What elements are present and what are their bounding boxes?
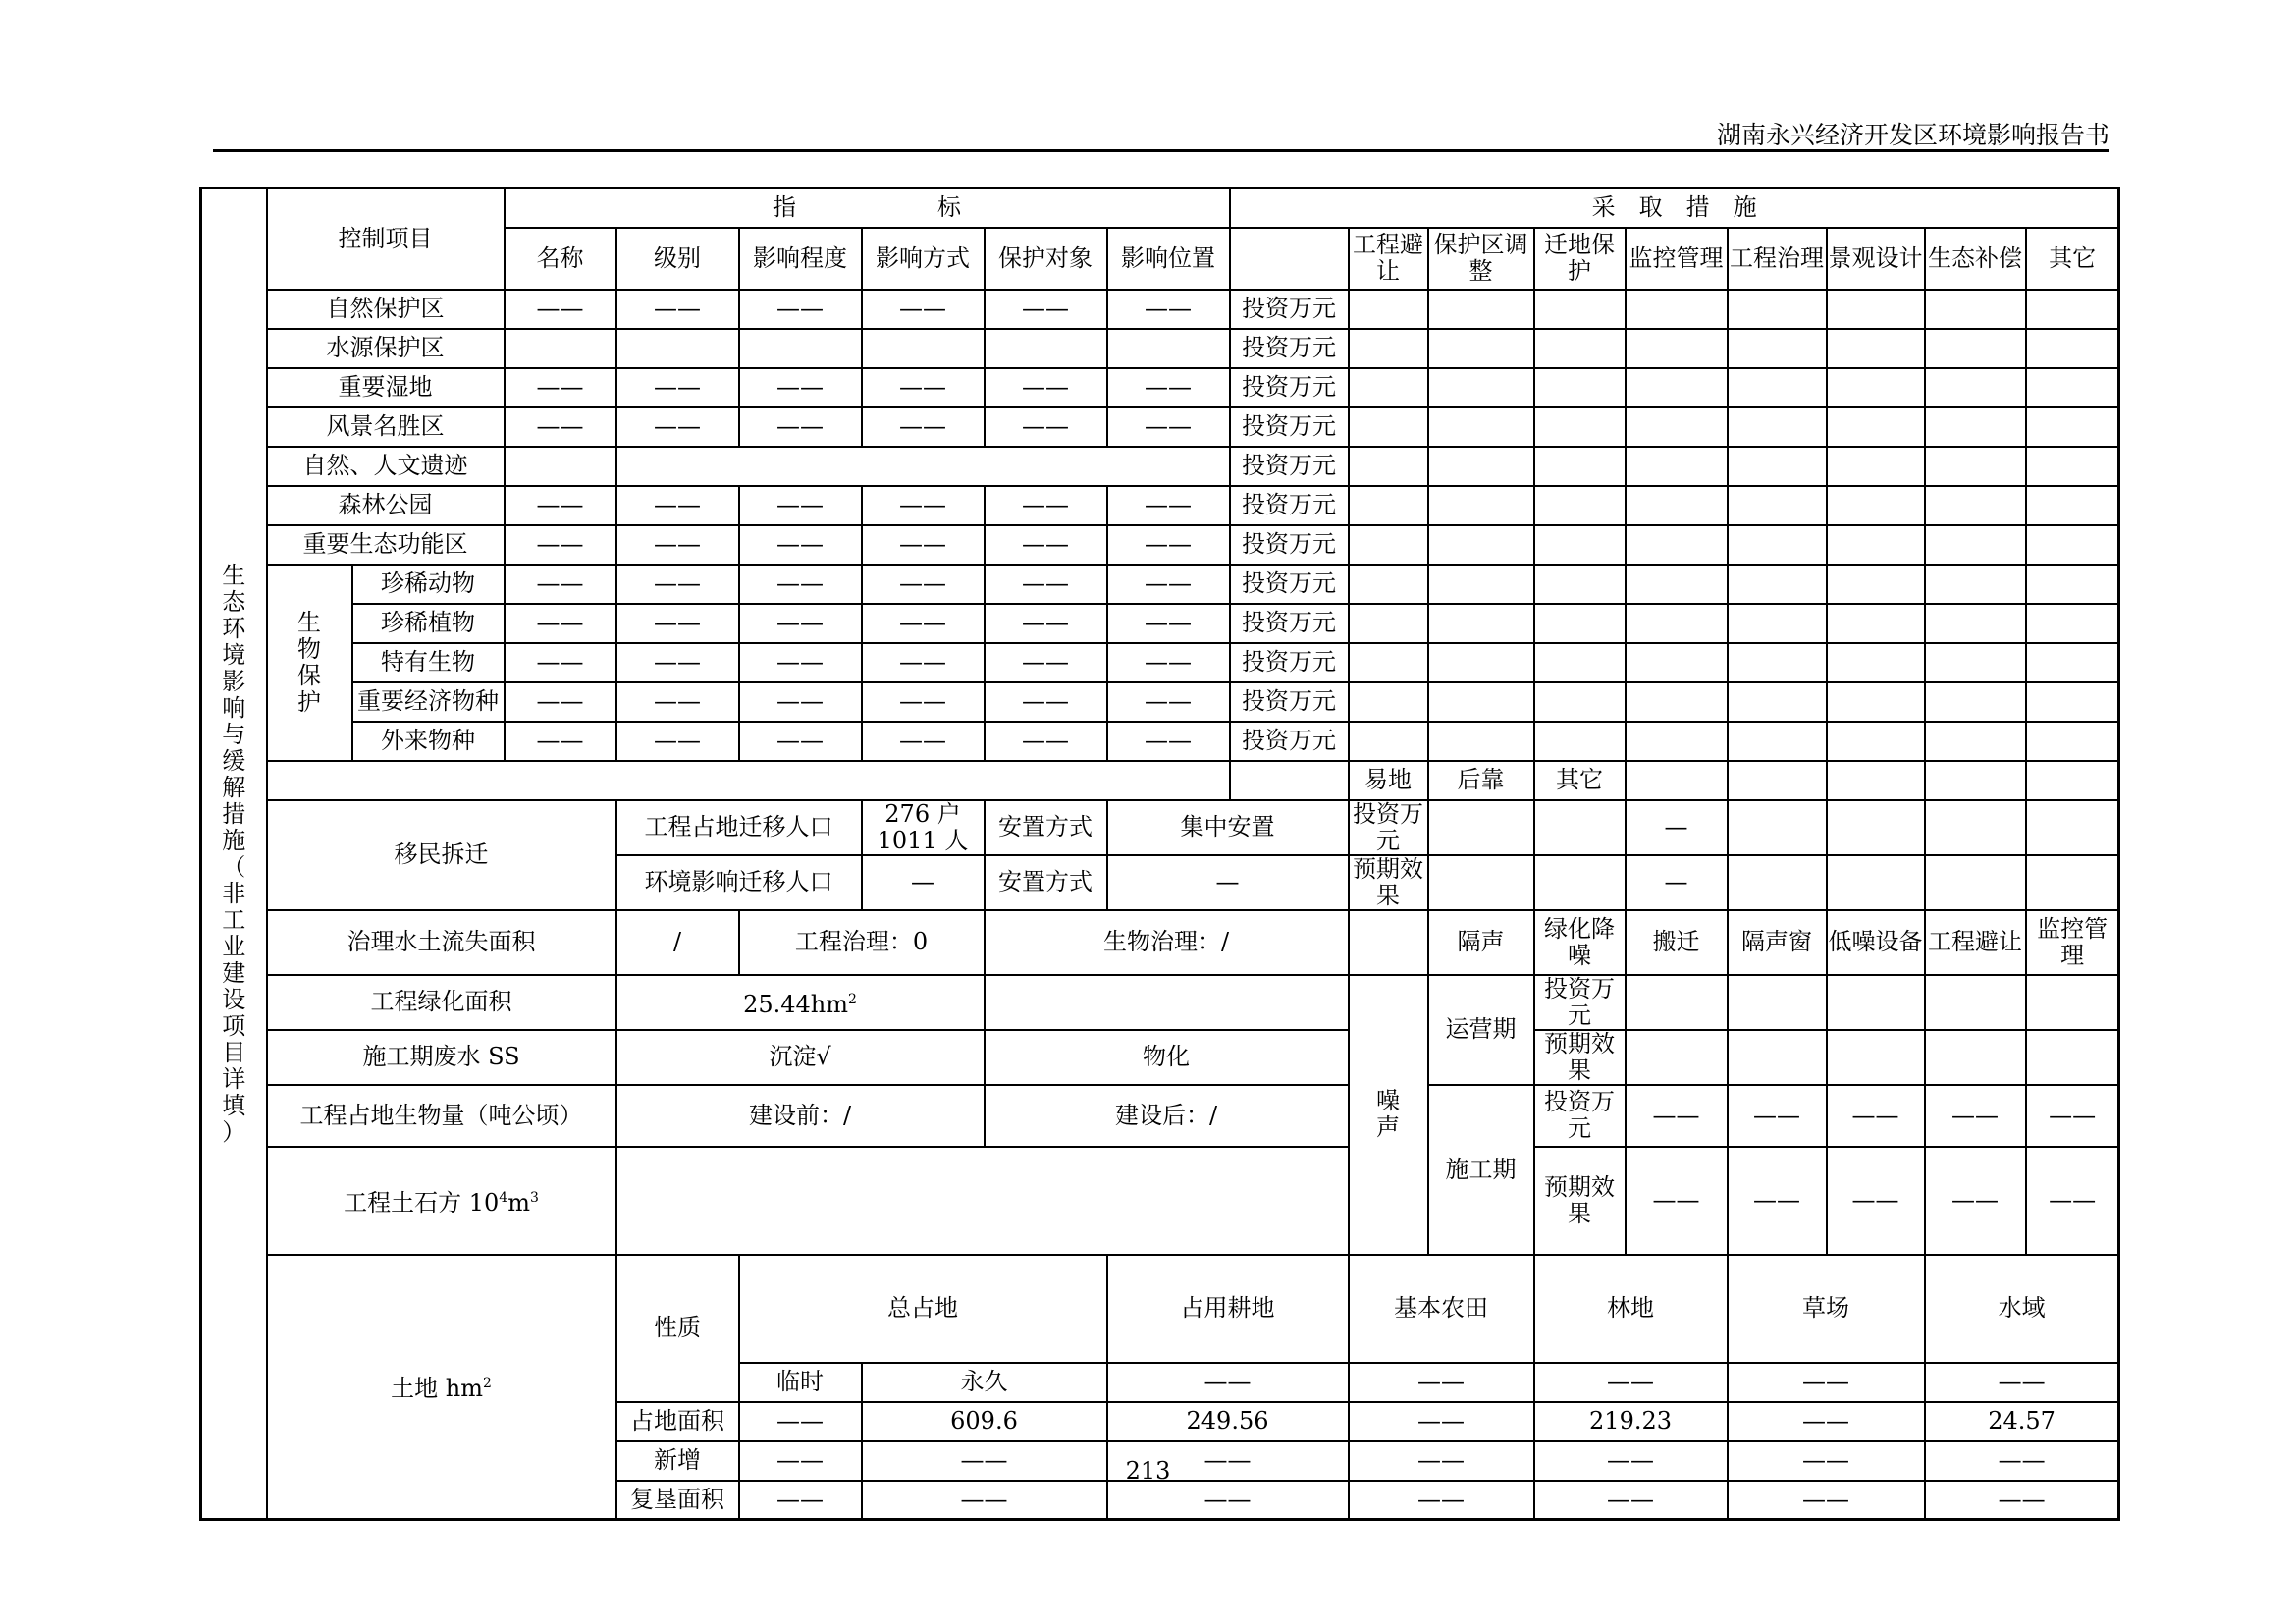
side-label-char: 影 [222,667,246,695]
side-label-char: 施 [222,826,246,854]
bio-row-label: 重要经济物种 [352,682,505,722]
table-row [201,486,2119,525]
env-migration-label: 环境影响迁移人口 [616,855,862,910]
invest-label: 投资万元 [1230,525,1349,565]
dash-cell: —— [505,604,616,643]
dash-cell: —— [1925,1085,2026,1147]
side-label-char: 响 [222,693,246,722]
invest-label: 投资万元 [1230,290,1349,329]
land-row [201,1255,2119,1363]
dash-cell: —— [505,682,616,722]
table-row [201,368,2119,407]
row-label: 森林公园 [267,486,505,525]
dash-cell: —— [862,682,985,722]
dash-cell: —— [739,682,862,722]
soil-value: / [616,910,739,975]
dash-cell: —— [616,682,739,722]
row-label: 风景名胜区 [267,407,505,447]
table-row [201,682,2119,722]
indicator-col: 级别 [616,228,739,290]
dash-cell: —— [862,1481,1107,1520]
land-value: 609.6 [862,1402,1107,1441]
land-value: 249.56 [1107,1402,1349,1441]
dash-cell: —— [1107,643,1230,682]
side-label-char: 业 [222,932,246,960]
biomass-before: 建设前：/ [616,1085,985,1147]
bio-row-label: 特有生物 [352,643,505,682]
bio-row-label: 外来物种 [352,722,505,761]
land-value: 24.57 [1925,1402,2119,1441]
dash-cell: —— [739,1481,862,1520]
dash-cell: —— [1626,1085,1728,1147]
noise-col: 隔声 [1428,910,1534,975]
dash-cell: —— [1534,1363,1728,1402]
resettle-header-row [201,761,2119,800]
effect-label: 预期效果 [1349,855,1428,910]
dash-cell: —— [985,525,1107,565]
indicator-col: 保护对象 [985,228,1107,290]
dash-cell: —— [1728,1441,1925,1481]
dash-cell: —— [2026,1147,2119,1255]
dash-cell: —— [862,1441,1107,1481]
dash-cell: —— [505,643,616,682]
noise-col: 搬迁 [1626,910,1728,975]
noise-label [1349,975,1428,1255]
dash-cell: —— [1827,1085,1925,1147]
side-label-char: 详 [222,1064,246,1093]
dash-cell: —— [862,407,985,447]
row-label: 重要生态功能区 [267,525,505,565]
invest-label: 投资万元 [1349,800,1428,855]
dash-cell: —— [1107,604,1230,643]
dash-cell: —— [505,368,616,407]
dash-cell: —— [1925,1481,2119,1520]
greening-label: 工程绿化面积 [267,975,616,1030]
dash-cell: —— [505,407,616,447]
bio-label-char: 物 [297,634,321,663]
noise-col: 隔声窗 [1728,910,1827,975]
dash-cell: —— [1107,682,1230,722]
dash-cell: —— [1728,1147,1827,1255]
dash-cell: —— [1349,1441,1534,1481]
land-value: —— [1728,1402,1925,1441]
bio-label-char: 护 [297,687,321,716]
side-label-char: 项 [222,1011,246,1040]
dash-cell: —— [739,525,862,565]
dash-cell: — [1626,800,1728,855]
dash-cell: —— [1107,565,1230,604]
row-label: 自然保护区 [267,290,505,329]
land-col: 草场 [1728,1255,1925,1363]
noise-col: 工程避让 [1925,910,2026,975]
dash-cell: —— [505,565,616,604]
noise-label-char: 噪 [1376,1087,1401,1114]
side-label-char: 缓 [222,746,246,775]
dash-cell: —— [1626,1147,1728,1255]
resettle-way-value: 集中安置 [1107,800,1349,855]
dash-cell: —— [985,722,1107,761]
migration-row [201,800,2119,855]
wastewater-settle: 沉淀√ [616,1030,985,1085]
land-value: 219.23 [1534,1402,1728,1441]
invest-label: 投资万元 [1230,565,1349,604]
dash-cell: —— [1107,486,1230,525]
resettle-way-value: — [1107,855,1349,910]
invest-label: 投资万元 [1230,368,1349,407]
measure-col: 监控管理 [1626,228,1728,290]
dash-cell: —— [1107,290,1230,329]
dash-cell: —— [862,525,985,565]
blank-cell [1230,228,1349,290]
dash-cell: —— [616,643,739,682]
greening-value: $25.44hm^2$ [616,975,985,1030]
table-row [201,525,2119,565]
migration-label: 移民拆迁 [267,800,616,910]
land-perm: 永久 [862,1363,1107,1402]
bio-row-label: 珍稀动物 [352,565,505,604]
earthwork-label: 工程土石方 $10^4m^3$ [267,1147,616,1255]
dash-cell: —— [739,604,862,643]
dash-cell: —— [616,604,739,643]
resettle-col: 易地 [1349,761,1428,800]
table-row [201,722,2119,761]
indicator-col: 影响位置 [1107,228,1230,290]
dash-cell: —— [985,604,1107,643]
invest-label: 投资万元 [1230,329,1349,368]
noise-col: 绿化降噪 [1534,910,1626,975]
table-row [201,643,2119,682]
eco-impact-table [199,187,2120,1521]
dash-cell: —— [1349,1481,1534,1520]
dash-cell: —— [862,604,985,643]
dash-cell: —— [1107,368,1230,407]
construction-label: 施工期 [1428,1085,1534,1255]
row-label: 重要湿地 [267,368,505,407]
dash-cell: —— [739,643,862,682]
soil-row [201,910,2119,975]
land-col: 占用耕地 [1107,1255,1349,1363]
dash-cell: —— [505,722,616,761]
land-col: 基本农田 [1349,1255,1534,1363]
side-label-char: 生 [222,561,246,589]
measure-col: 生态补偿 [1925,228,2026,290]
dash-cell: —— [2026,1085,2119,1147]
dash-cell: —— [1349,1363,1534,1402]
measure-col: 工程避让 [1349,228,1428,290]
dash-cell: —— [985,368,1107,407]
dash-cell: —— [1728,1085,1827,1147]
soil-label: 治理水土流失面积 [267,910,616,975]
dash-cell: —— [505,525,616,565]
dash-cell: —— [985,643,1107,682]
side-label [201,189,267,1520]
table-row [201,604,2119,643]
dash-cell: —— [985,486,1107,525]
dash-cell: —— [985,565,1107,604]
dash-cell: —— [862,486,985,525]
bio-row-label: 珍稀植物 [352,604,505,643]
dash-cell: —— [739,486,862,525]
land-nature: 性质 [616,1255,739,1402]
side-label-char: ） [222,1117,246,1146]
dash-cell: —— [739,407,862,447]
resettle-col: 其它 [1534,761,1626,800]
invest-label: 投资万元 [1230,447,1349,486]
indicator-header: 指 标 [505,189,1230,228]
invest-label: 投资万元 [1230,643,1349,682]
invest-label: 投资万元 [1230,486,1349,525]
land-label: 土地 $hm^2$ [267,1255,616,1520]
biomass-after: 建设后：/ [985,1085,1349,1147]
side-label-char: （ [222,852,246,881]
land-new-label: 新增 [616,1441,739,1481]
dash-cell: — [1626,855,1728,910]
side-label-char: 目 [222,1038,246,1066]
dash-cell: —— [616,722,739,761]
side-label-char: 填 [222,1091,246,1119]
dash-cell: —— [616,368,739,407]
side-label-char: 设 [222,985,246,1013]
header-title: 湖南永兴经济开发区环境影响报告书 [1716,121,2109,149]
row-label: 自然、人文遗迹 [267,447,505,486]
land-value: —— [1349,1402,1534,1441]
dash-cell: —— [739,722,862,761]
wastewater-physchem: 物化 [985,1030,1349,1085]
invest-label: 投资万元 [1534,1085,1626,1147]
indicator-col: 影响方式 [862,228,985,290]
dash-cell: —— [739,1441,862,1481]
indicator-col: 影响程度 [739,228,862,290]
invest-label: 投资万元 [1230,604,1349,643]
measure-col: 景观设计 [1827,228,1925,290]
dash-cell: —— [505,290,616,329]
operation-label: 运营期 [1428,975,1534,1085]
measure-col: 其它 [2026,228,2119,290]
side-label-char: 解 [222,773,246,801]
bio-protect-label [267,565,352,761]
table-row [201,407,2119,447]
dash-cell: —— [862,722,985,761]
dash-cell: —— [616,565,739,604]
invest-label: 投资万元 [1230,407,1349,447]
dash-cell: —— [616,525,739,565]
resettle-way-label: 安置方式 [985,800,1107,855]
side-label-char: 环 [222,614,246,642]
header-rule [213,149,2109,152]
table-row [201,329,2119,368]
invest-label: 投资万元 [1230,682,1349,722]
side-label-char: 态 [222,587,246,616]
measure-col: 保护区调整 [1428,228,1534,290]
invest-label: 投资万元 [1230,722,1349,761]
greening-row [201,975,2119,1030]
dash-cell: —— [1107,1363,1349,1402]
land-occupied-label: 占地面积 [616,1402,739,1441]
side-label-char: 工 [222,905,246,934]
invest-label: 投资万元 [1534,975,1626,1030]
wastewater-label: 施工期废水 SS [267,1030,616,1085]
land-value: —— [739,1402,862,1441]
soil-engineering: 工程治理：0 [739,910,985,975]
dash-cell: —— [862,290,985,329]
noise-col: 低噪设备 [1827,910,1925,975]
land-reclaim-label: 复垦面积 [616,1481,739,1520]
control-item-header: 控制项目 [267,189,505,290]
dash-cell: —— [1925,1441,2119,1481]
bio-label-char: 保 [297,661,321,689]
land-total: 总占地 [739,1255,1107,1363]
dash-cell: —— [739,565,862,604]
side-label-char: 境 [222,640,246,669]
side-label-char: 建 [222,958,246,987]
dash-cell: —— [985,290,1107,329]
dash-cell: —— [1728,1363,1925,1402]
land-temp: 临时 [739,1363,862,1402]
env-migration-value: — [862,855,985,910]
dash-cell: —— [616,407,739,447]
dash-cell: —— [616,486,739,525]
dash-cell: —— [1107,1441,1349,1481]
dash-cell: —— [739,290,862,329]
biomass-label: 工程占地生物量（吨公顷） [267,1085,616,1147]
soil-bio: 生物治理：/ [985,910,1349,975]
side-label-char: 措 [222,799,246,828]
table-row [201,447,2119,486]
dash-cell: —— [1728,1481,1925,1520]
dash-cell: —— [1107,525,1230,565]
biomass-row [201,1085,2119,1147]
table-row [201,290,2119,329]
row-label: 水源保护区 [267,329,505,368]
effect-label: 预期效果 [1534,1147,1626,1255]
measures-header: 采 取 措 施 [1230,189,2119,228]
land-col: 林地 [1534,1255,1728,1363]
indicator-col: 名称 [505,228,616,290]
noise-col: 监控管理 [2026,910,2119,975]
noise-label-char: 声 [1376,1113,1401,1141]
occupy-migration-value: 276 户 1011 人 [862,800,985,855]
resettle-col: 后靠 [1428,761,1534,800]
dash-cell: —— [985,407,1107,447]
dash-cell: —— [1925,1147,2026,1255]
dash-cell: —— [1925,1363,2119,1402]
dash-cell: —— [862,565,985,604]
wastewater-row [201,1030,2119,1085]
effect-label: 预期效果 [1534,1030,1626,1085]
dash-cell: —— [505,486,616,525]
measure-col: 工程治理 [1728,228,1827,290]
dash-cell: —— [1534,1481,1728,1520]
dash-cell: —— [862,643,985,682]
dash-cell: —— [862,368,985,407]
dash-cell: —— [985,682,1107,722]
dash-cell: —— [1534,1441,1728,1481]
page-number: 213 [1125,1457,1171,1485]
dash-cell: —— [1107,407,1230,447]
dash-cell: —— [616,290,739,329]
resettle-way-label: 安置方式 [985,855,1107,910]
earthwork-row [201,1147,2119,1255]
occupy-migration-label: 工程占地迁移人口 [616,800,862,855]
measure-col: 迁地保护 [1534,228,1626,290]
dash-cell: —— [739,368,862,407]
table-row [201,565,2119,604]
side-label-char: 与 [222,720,246,748]
dash-cell: —— [1827,1147,1925,1255]
dash-cell: —— [1107,722,1230,761]
side-label-char: 非 [222,879,246,907]
dash-cell: —— [1107,1481,1349,1520]
land-col: 水域 [1925,1255,2119,1363]
bio-label-char: 生 [297,608,321,636]
